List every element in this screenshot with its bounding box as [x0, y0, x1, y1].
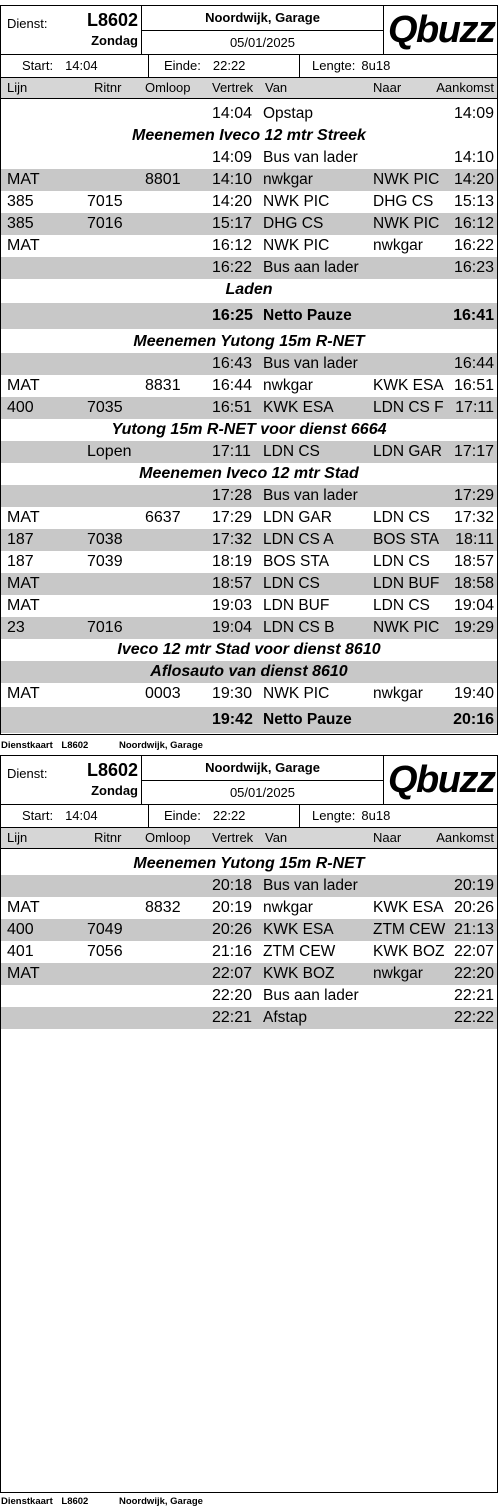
aankomst-cell: 16:41	[453, 307, 494, 324]
aankomst-cell: 14:20	[453, 171, 494, 188]
vertrek-cell: 14:20	[212, 193, 253, 210]
table-row	[1, 375, 497, 397]
aankomst-cell: 22:21	[453, 987, 494, 1004]
van-cell: nwkgar	[263, 899, 313, 916]
table-row	[1, 919, 497, 941]
aankomst-cell: 17:17	[453, 443, 494, 460]
col-ritnr: Ritnr	[94, 830, 122, 845]
van-cell: LDN CS A	[263, 531, 334, 548]
vertrek-cell: 16:12	[212, 237, 253, 254]
einde-label: Einde:	[164, 808, 201, 823]
lijn-cell: MAT	[7, 377, 40, 394]
section-title-text: Iveco 12 mtr Stad voor dienst 8610	[117, 641, 381, 658]
aankomst-cell: 16:23	[453, 259, 494, 276]
lengte-value: 8u18	[361, 808, 391, 823]
table-row	[1, 985, 497, 1007]
footer-dienst: L8602	[61, 1496, 89, 1507]
van-cell: NWK PIC	[263, 193, 330, 210]
col-omloop: Omloop	[145, 830, 191, 845]
aankomst-cell: 15:13	[453, 193, 494, 210]
ritnr-cell: 7016	[87, 619, 123, 636]
aankomst-cell: 16:22	[453, 237, 494, 254]
van-cell: LDN CS	[263, 443, 320, 460]
naar-cell: KWK ESA	[373, 377, 444, 394]
einde-time: 22:22	[212, 58, 246, 73]
table-row	[1, 169, 497, 191]
footer-location: Noordwijk, Garage	[118, 740, 203, 751]
vertrek-cell: 20:18	[212, 877, 253, 894]
van-cell: KWK ESA	[263, 399, 334, 416]
aankomst-cell: 18:11	[455, 531, 494, 548]
col-aankomst: Aankomst	[436, 80, 494, 95]
einde-cell	[149, 55, 300, 77]
table-row	[1, 441, 497, 463]
omloop-cell: 8801	[145, 171, 181, 188]
aankomst-cell: 19:40	[453, 685, 494, 702]
einde-label: Einde:	[164, 58, 201, 73]
ritnr-cell: 7038	[87, 531, 123, 548]
naar-cell: LDN GAR	[373, 443, 442, 460]
naar-cell: NWK PIC	[373, 215, 440, 232]
vertrek-cell: 21:16	[212, 943, 253, 960]
table-row	[1, 353, 497, 375]
lijn-cell: 385	[7, 193, 34, 210]
lengte-cell	[300, 55, 499, 77]
ritnr-cell: 7039	[87, 553, 123, 570]
dienstkaart-page-1	[0, 5, 498, 735]
start-time: 14:04	[65, 58, 98, 73]
lijn-cell: 400	[7, 399, 34, 416]
footer-label: Dienstkaart	[1, 1496, 53, 1507]
vertrek-cell: 17:32	[212, 531, 253, 548]
naar-cell: KWK ESA	[373, 899, 444, 916]
einde-time: 22:22	[212, 808, 246, 823]
start-label: Start:	[22, 808, 54, 823]
van-cell: nwkgar	[263, 377, 313, 394]
van-cell: NWK PIC	[263, 237, 330, 254]
table-row	[1, 551, 497, 573]
lijn-cell: 401	[7, 943, 34, 960]
aankomst-cell: 16:44	[453, 355, 494, 372]
lengte-label: Lengte:	[312, 808, 356, 823]
vertrek-cell: 16:22	[212, 259, 253, 276]
naar-cell: nwkgar	[373, 685, 423, 702]
aankomst-cell: 22:22	[453, 1009, 494, 1026]
col-van: Van	[265, 830, 288, 845]
aankomst-cell: 19:29	[453, 619, 494, 636]
einde-cell	[149, 805, 300, 827]
page-footer-2	[1, 1496, 203, 1507]
vertrek-cell: 14:04	[212, 105, 253, 122]
table-row	[1, 897, 497, 919]
table-row	[1, 485, 497, 507]
vertrek-cell: 14:10	[212, 171, 253, 188]
van-cell: Bus van lader	[263, 355, 358, 372]
van-cell: Bus aan lader	[263, 987, 359, 1004]
table-row	[1, 103, 497, 125]
aankomst-cell: 14:09	[453, 105, 494, 122]
location-box	[142, 756, 384, 804]
section-title	[1, 419, 497, 441]
col-lijn: Lijn	[7, 830, 28, 845]
aankomst-cell: 21:13	[453, 921, 494, 938]
col-naar: Naar	[373, 830, 402, 845]
table-row	[1, 147, 497, 169]
section-title-text: Laden	[225, 281, 273, 298]
van-cell: nwkgar	[263, 171, 313, 188]
trip-table	[1, 99, 497, 733]
section-title	[1, 331, 497, 353]
vertrek-cell: 15:17	[212, 215, 253, 232]
naar-cell: BOS STA	[373, 531, 440, 548]
naar-cell: KWK BOZ	[373, 943, 445, 960]
qbuzz-logo: Qbuzz	[388, 9, 495, 51]
van-cell: Netto Pauze	[263, 711, 352, 728]
start-cell	[1, 55, 149, 77]
vertrek-cell: 17:29	[212, 509, 253, 526]
section-title-text: Meenemen Iveco 12 mtr Streek	[132, 127, 366, 144]
footer-label: Dienstkaart	[1, 740, 53, 751]
dienstkaart-page-2	[0, 755, 498, 1493]
naar-cell: DHG CS	[373, 193, 434, 210]
ritnr-cell: 7049	[87, 921, 123, 938]
van-cell: Opstap	[263, 105, 313, 122]
omloop-cell: 8832	[145, 899, 181, 916]
van-cell: Bus van lader	[263, 149, 358, 166]
ritnr-cell: 7015	[87, 193, 123, 210]
table-row	[1, 573, 497, 595]
table-row	[1, 941, 497, 963]
dienst-day: Zondag	[91, 33, 138, 48]
van-cell: KWK BOZ	[263, 965, 335, 982]
lijn-cell: MAT	[7, 899, 40, 916]
naar-cell: LDN CS F	[373, 399, 444, 416]
vertrek-cell: 14:09	[212, 149, 253, 166]
section-title	[1, 463, 497, 485]
table-row	[1, 1007, 497, 1029]
vertrek-cell: 17:11	[212, 443, 251, 460]
section-title	[1, 661, 497, 683]
table-row	[1, 257, 497, 279]
vertrek-cell: 19:30	[212, 685, 253, 702]
ritnr-cell: 7056	[87, 943, 123, 960]
naar-cell: LDN CS	[373, 509, 430, 526]
col-vertrek: Vertrek	[212, 830, 254, 845]
lijn-cell: 400	[7, 921, 34, 938]
naar-cell: LDN CS	[373, 553, 430, 570]
naar-cell: nwkgar	[373, 237, 423, 254]
col-aankomst: Aankomst	[436, 830, 494, 845]
start-label: Start:	[22, 58, 54, 73]
lijn-cell: MAT	[7, 509, 40, 526]
naar-cell: NWK PIC	[373, 171, 440, 188]
ritnr-cell: 7035	[87, 399, 123, 416]
page-footer-1	[1, 740, 203, 751]
aankomst-cell: 18:57	[453, 553, 494, 570]
lijn-cell: MAT	[7, 237, 40, 254]
table-row	[1, 191, 497, 213]
col-lijn: Lijn	[7, 80, 28, 95]
shift-times	[1, 55, 497, 78]
van-cell: Bus van lader	[263, 877, 358, 894]
table-row	[1, 529, 497, 551]
location: Noordwijk, Garage	[142, 6, 383, 31]
lengte-cell	[300, 805, 499, 827]
trip-table	[1, 849, 497, 1029]
pause-row	[1, 303, 497, 329]
table-row	[1, 617, 497, 639]
lengte-value: 8u18	[361, 58, 391, 73]
vertrek-cell: 20:26	[212, 921, 253, 938]
footer-location: Noordwijk, Garage	[118, 1496, 203, 1507]
section-title-text: Meenemen Yutong 15m R-NET	[133, 333, 365, 350]
vertrek-cell: 22:20	[212, 987, 253, 1004]
table-row	[1, 507, 497, 529]
location-box	[142, 6, 384, 54]
col-naar: Naar	[373, 80, 402, 95]
col-vertrek: Vertrek	[212, 80, 254, 95]
table-row	[1, 213, 497, 235]
van-cell: Bus van lader	[263, 487, 358, 504]
aankomst-cell: 20:19	[453, 877, 494, 894]
van-cell: Afstap	[263, 1009, 307, 1026]
van-cell: NWK PIC	[263, 685, 330, 702]
ritnr-cell: 7016	[87, 215, 123, 232]
aankomst-cell: 17:11	[455, 399, 494, 416]
column-header	[1, 78, 497, 99]
dienst-number: L8602	[86, 760, 138, 780]
van-cell: Netto Pauze	[263, 307, 352, 324]
lengte-label: Lengte:	[312, 58, 356, 73]
van-cell: Bus aan lader	[263, 259, 359, 276]
column-header	[1, 828, 497, 849]
lijn-cell: 187	[7, 531, 34, 548]
vertrek-cell: 19:04	[212, 619, 253, 636]
vertrek-cell: 22:07	[212, 965, 253, 982]
date: 05/01/2025	[229, 785, 296, 800]
vertrek-cell: 18:57	[212, 575, 253, 592]
naar-cell: ZTM CEW	[373, 921, 446, 938]
table-row	[1, 235, 497, 257]
aankomst-cell: 17:29	[453, 487, 494, 504]
van-cell: LDN BUF	[263, 597, 330, 614]
naar-cell: nwkgar	[373, 965, 423, 982]
shift-times	[1, 805, 497, 828]
omloop-cell: 0003	[145, 685, 181, 702]
start-time: 14:04	[65, 808, 98, 823]
section-title-text: Yutong 15m R-NET voor dienst 6664	[111, 421, 387, 438]
dienst-label: Dienst:	[7, 16, 48, 31]
van-cell: BOS STA	[263, 553, 330, 570]
table-row	[1, 963, 497, 985]
vertrek-cell: 18:19	[212, 553, 253, 570]
naar-cell: NWK PIC	[373, 619, 440, 636]
van-cell: LDN CS B	[263, 619, 335, 636]
aankomst-cell: 19:04	[453, 597, 494, 614]
vertrek-cell: 16:51	[212, 399, 253, 416]
aankomst-cell: 18:58	[453, 575, 494, 592]
vertrek-cell: 19:42	[212, 711, 253, 728]
dienst-number: L8602	[86, 10, 138, 30]
vertrek-cell: 16:44	[212, 377, 253, 394]
lijn-cell: MAT	[7, 685, 40, 702]
dienst-box	[1, 6, 142, 54]
aankomst-cell: 16:12	[453, 215, 494, 232]
col-omloop: Omloop	[145, 80, 191, 95]
aankomst-cell: 20:16	[453, 711, 494, 728]
vertrek-cell: 20:19	[212, 899, 253, 916]
section-title	[1, 639, 497, 661]
aankomst-cell: 14:10	[453, 149, 494, 166]
section-title	[1, 125, 497, 147]
section-title-text: Meenemen Iveco 12 mtr Stad	[139, 465, 359, 482]
vertrek-cell: 16:25	[212, 307, 253, 324]
lijn-cell: MAT	[7, 965, 40, 982]
logo-box	[384, 6, 499, 54]
van-cell: KWK ESA	[263, 921, 334, 938]
section-title	[1, 279, 497, 301]
logo-box	[384, 756, 499, 804]
table-row	[1, 875, 497, 897]
lijn-cell: MAT	[7, 575, 40, 592]
dienst-box	[1, 756, 142, 804]
omloop-cell: 8831	[145, 377, 181, 394]
col-van: Van	[265, 80, 288, 95]
section-title	[1, 853, 497, 875]
aankomst-cell: 16:51	[453, 377, 494, 394]
section-title-text: Meenemen Yutong 15m R-NET	[133, 855, 365, 872]
dienst-day: Zondag	[91, 783, 138, 798]
lijn-cell: MAT	[7, 171, 40, 188]
van-cell: ZTM CEW	[263, 943, 336, 960]
naar-cell: LDN BUF	[373, 575, 440, 592]
naar-cell: LDN CS	[373, 597, 430, 614]
table-row	[1, 683, 497, 705]
start-cell	[1, 805, 149, 827]
page-header	[1, 6, 497, 55]
table-row	[1, 397, 497, 419]
aankomst-cell: 22:07	[453, 943, 494, 960]
date: 05/01/2025	[229, 35, 296, 50]
table-row	[1, 595, 497, 617]
vertrek-cell: 19:03	[212, 597, 253, 614]
van-cell: DHG CS	[263, 215, 324, 232]
vertrek-cell: 17:28	[212, 487, 253, 504]
section-title-text: Aflosauto van dienst 8610	[150, 663, 348, 680]
van-cell: LDN CS	[263, 575, 320, 592]
dienst-label: Dienst:	[7, 766, 48, 781]
lijn-cell: MAT	[7, 597, 40, 614]
location: Noordwijk, Garage	[142, 756, 383, 781]
vertrek-cell: 22:21	[212, 1009, 253, 1026]
aankomst-cell: 22:20	[453, 965, 494, 982]
pause-row	[1, 707, 497, 733]
page-header	[1, 756, 497, 805]
omloop-cell: 6637	[145, 509, 181, 526]
vertrek-cell: 16:43	[212, 355, 253, 372]
aankomst-cell: 20:26	[453, 899, 494, 916]
qbuzz-logo: Qbuzz	[388, 759, 495, 801]
aankomst-cell: 17:32	[453, 509, 494, 526]
footer-dienst: L8602	[61, 740, 89, 751]
van-cell: LDN GAR	[263, 509, 332, 526]
lijn-cell: 187	[7, 553, 34, 570]
col-ritnr: Ritnr	[94, 80, 122, 95]
ritnr-cell: Lopen	[87, 443, 132, 460]
lijn-cell: 385	[7, 215, 34, 232]
lijn-cell: 23	[7, 619, 25, 636]
